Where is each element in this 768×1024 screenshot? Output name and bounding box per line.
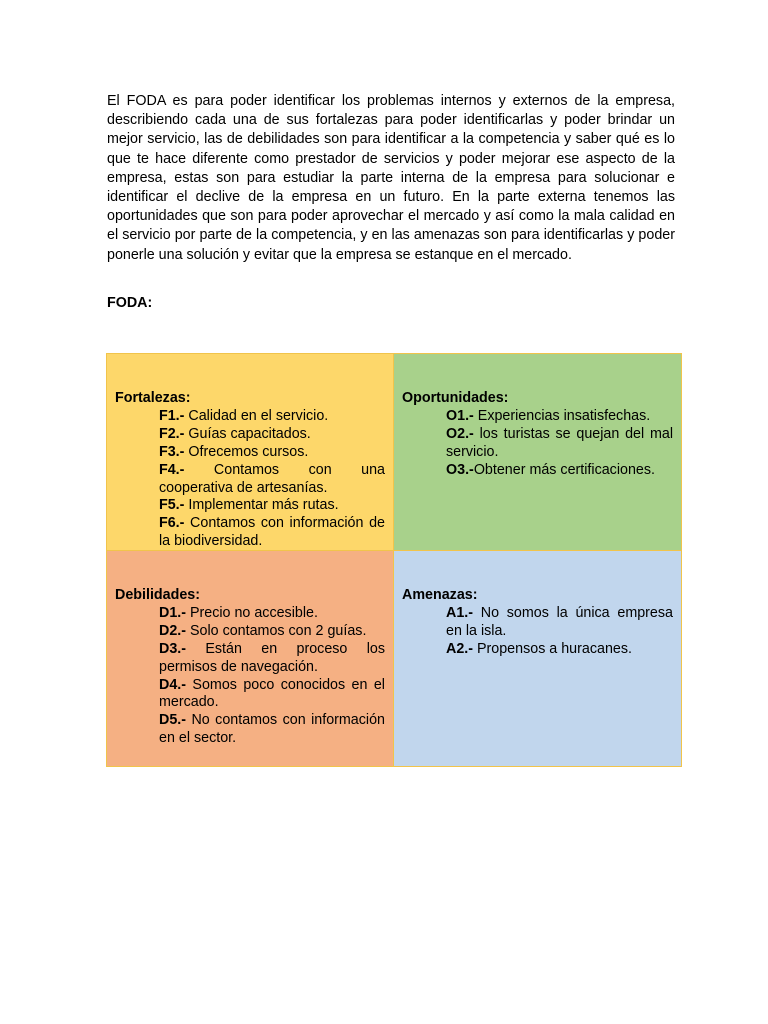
item-text: Implementar más rutas. — [184, 497, 339, 514]
item-text: Calidad en el servicio. — [184, 407, 329, 424]
item-text: Están en proceso los permisos de navegación. — [159, 640, 385, 675]
item-text: No somos la única empresa en la isla. — [446, 604, 673, 639]
item-text: Experiencias insatisfechas. — [473, 407, 651, 424]
list-item — [446, 462, 673, 480]
item-code: O2.- — [446, 425, 474, 442]
list-item — [159, 605, 385, 623]
item-text: Contamos con una cooperativa de artesanías. — [159, 461, 385, 496]
list-item — [159, 444, 385, 462]
item-code: F3.- — [159, 443, 185, 460]
list-item — [446, 426, 673, 462]
debilidades-cell — [106, 551, 394, 767]
item-code: A2.- — [446, 640, 474, 657]
list-item — [159, 712, 385, 748]
item-code: F2.- — [159, 425, 185, 442]
item-text: Precio no accesible. — [186, 604, 318, 621]
item-text: Somos poco conocidos en el mercado. — [159, 676, 385, 711]
item-code: D3.- — [159, 640, 187, 657]
debilidades-list — [115, 605, 385, 748]
item-code: A1.- — [446, 604, 474, 621]
list-item — [446, 641, 673, 659]
item-code: O3.- — [446, 461, 474, 478]
fortalezas-list — [115, 408, 385, 551]
item-text: Ofrecemos cursos. — [184, 443, 309, 460]
item-text: Solo contamos con 2 guías. — [186, 622, 367, 639]
item-code: O1.- — [446, 407, 474, 424]
list-item — [446, 605, 673, 641]
fortalezas-title: Fortalezas: — [115, 390, 191, 406]
item-code: F4.- — [159, 461, 185, 478]
item-code: F6.- — [159, 515, 185, 532]
item-code: F5.- — [159, 497, 185, 514]
item-text: los turistas se quejan del mal servicio. — [446, 425, 673, 460]
item-text: No contamos con información en el sector. — [159, 712, 385, 747]
intro-paragraph: El FODA es para poder identificar los problemas internos y externos de la empresa, describiendo cada una de sus fortalezas para poder identificarlas y poder brindar un mejor servicio, las de debilidades son para identificar a la competencia y saber qué es lo que te hace diferente como prestador de servicios y poder mejorar ese aspecto de la empresa, estas son para estudiar la parte interna de la empresa para solucionar e identificar el declive de la empresa en un futuro. En la parte externa tenemos las oportunidades que son para poder aprovechar el mercado y así como la mala calidad en el servicio por parte de la competencia, y en las amenazas son para identificarlas y poder ponerle una solución y evitar que la empresa se estanque en el mercado. — [107, 93, 675, 263]
list-item — [446, 408, 673, 426]
list-item — [159, 623, 385, 641]
list-item — [159, 497, 385, 515]
debilidades-title: Debilidades: — [115, 587, 201, 603]
foda-matrix — [106, 353, 682, 767]
item-text: Contamos con información de la biodiversidad. — [159, 515, 385, 550]
list-item — [159, 426, 385, 444]
list-item — [159, 515, 385, 551]
list-item — [159, 462, 385, 498]
oportunidades-cell — [394, 353, 682, 551]
foda-heading: FODA: — [107, 295, 153, 311]
item-text: Obtener más certificaciones. — [473, 461, 655, 478]
amenazas-list — [402, 605, 673, 659]
item-code: D2.- — [159, 622, 187, 639]
amenazas-title: Amenazas: — [402, 587, 478, 603]
item-code: D5.- — [159, 712, 187, 729]
fortalezas-cell — [106, 353, 394, 551]
list-item — [159, 408, 385, 426]
item-code: D1.- — [159, 604, 187, 621]
list-item — [159, 677, 385, 713]
item-text: Propensos a huracanes. — [473, 640, 632, 657]
list-item — [159, 641, 385, 677]
item-code: F1.- — [159, 407, 185, 424]
item-text: Guías capacitados. — [184, 425, 311, 442]
oportunidades-list — [402, 408, 673, 480]
amenazas-cell — [394, 551, 682, 767]
item-code: D4.- — [159, 676, 187, 693]
oportunidades-title: Oportunidades: — [402, 390, 509, 406]
